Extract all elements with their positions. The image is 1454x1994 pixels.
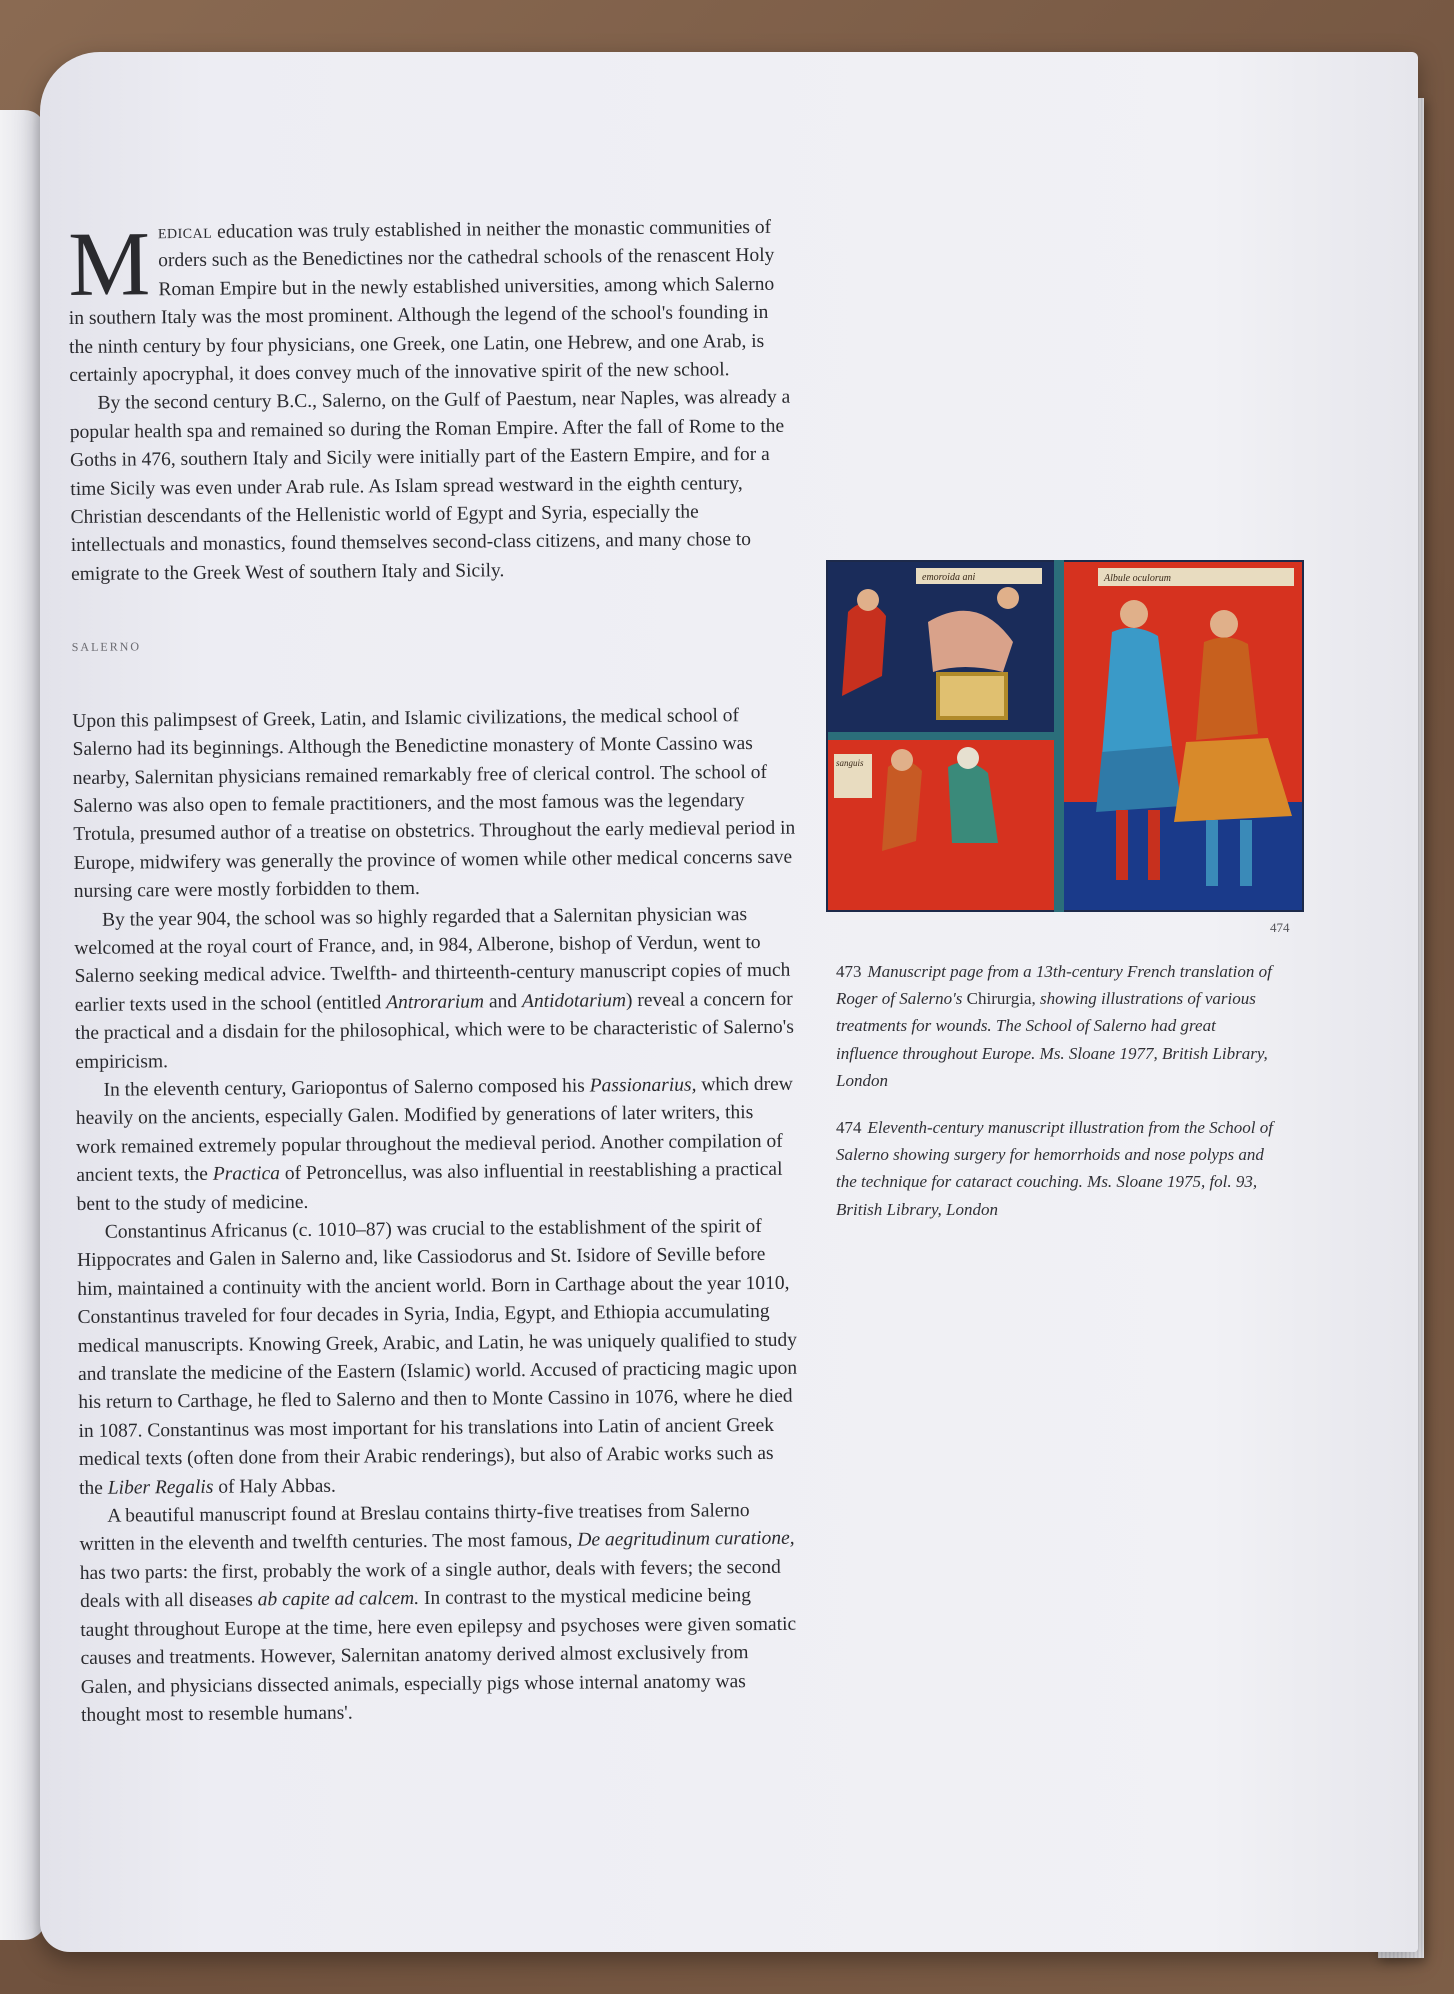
left-panel-art [828, 562, 1054, 910]
paragraph-text: and [483, 990, 523, 1013]
paragraph-text: Upon this palimpsest of Greek, Latin, and Islamic civilizations, the medical school of Salerno had its beginnings. Although the Benedictine monastery of Monte Cassino was nearby, Salernitan physicians remained remarkably free of clerical control. The school of Salerno was also open to female practitioners, and the most famous was the legendary Trotula, presumed author of a treatise on obstetrics. Throughout the early medieval period in Europe, midwifery was generally the province of women while other medical concerns save nursing care were mostly forbidden to them. [72, 704, 796, 903]
paragraph-text: A beautiful manuscript found at Breslau contains thirty-five treatises from Salerno written in the eleventh and twelfth centuries. The most famous, [79, 1500, 750, 1556]
salerno-paragraph [79, 1497, 803, 1731]
caption-number: 474 [836, 1118, 862, 1138]
inscription-right: Albule oculorum [1104, 573, 1171, 584]
caption-text: showing illustrations of various treatments for wounds. The School of Salerno had great influence throughout Europe. Ms. Sloane 1977, British Library, London [836, 989, 1268, 1090]
paragraph-text: has two parts: the first, probably the work of a single author, deals with fevers; the second deals with all diseases [79, 1556, 781, 1613]
intro-text: education was truly established in neither the monastic communities of orders such as the Benedictines nor the cathedral schools of the renascent Holy Roman Empire but in the newly established universities, among which Salerno in southern Italy was the most prominent. Although the legend of the school's founding in the ninth century by four physicians, one Greek, one Latin, one Hebrew, and one Arab, is certainly apocryphal, it does convey much of the innovative spirit of the new school. [68, 216, 775, 387]
paragraph-text: In contrast to the mystical medicine being taught throughout Europe at the time, here even epilepsy and psychoses were given somatic causes and treatments. However, Salernitan anatomy derived almost exclusively from Galen, and physicians dissected animals, especially pigs whose internal anatomy was thought most to resemble humans'. [80, 1585, 797, 1726]
italic-title: Passionarius, [589, 1074, 697, 1097]
italic-title: Antidotarium [521, 989, 627, 1012]
salerno-section [72, 701, 803, 1730]
salerno-paragraph [75, 1071, 798, 1219]
figure-number: 474 [1270, 920, 1290, 935]
caption-number: 473 [836, 962, 862, 981]
figure-caption [836, 958, 1276, 1094]
italic-title: Practica [212, 1163, 281, 1185]
illustration-left-panel [828, 562, 1054, 910]
italic-title: Liber Regalis [107, 1476, 214, 1499]
salerno-paragraph [74, 900, 797, 1077]
section-heading: SALERNO [71, 639, 142, 655]
caption-text: Manuscript page from a 13th-century French translation of Roger of Salerno's [836, 962, 1272, 1009]
italic-title: Antrorarium [386, 991, 485, 1014]
lead-in: edical [157, 221, 213, 244]
inscription-top: emoroida ani [922, 572, 976, 583]
intro-paragraph [68, 214, 791, 391]
italic-title: De aegritudinum curatione, [577, 1528, 795, 1552]
caption-text: Eleventh-century manuscript illustration from the School of Salerno showing surgery for hemorrhoids and nose polyps and the technique for cataract couching. Ms. Sloane 1975, fol. 93, British Library, London [836, 1118, 1273, 1219]
right-panel-art [1064, 562, 1302, 910]
manuscript-illustration [826, 560, 1304, 912]
italic-title: ab capite ad calcem. [257, 1588, 420, 1611]
figure-caption [836, 1114, 1276, 1223]
figure-captions [836, 958, 1276, 1243]
caption-text: Chirurgia, [966, 989, 1036, 1009]
main-text-column [68, 214, 803, 1731]
paragraph-text: In the eleventh century, Gariopontus of Salerno composed his [103, 1075, 590, 1101]
illustration-right-panel [1064, 562, 1302, 910]
inscription-bottom: sanguis [836, 758, 864, 768]
drop-cap: M [67, 212, 151, 315]
paragraph-text: Constantinus Africanus (c. 1010–87) was crucial to the establishment of the spirit of Hippocrates and Galen in Salerno and, like Cassiodorus and St. Isidore of Seville before him, maintained a continuity with the ancient world. Born in Carthage about the year 1010, Constantinus traveled for four decades in Syria, India, Egypt, and Ethiopia accumulating medical manuscripts. Knowing Greek, Arabic, and Latin, he was uniquely qualified to study and translate the medicine of the Eastern (Islamic) world. Accused of practicing magic upon his return to Carthage, he fled to Salerno and then to Monte Cassino in 1076, where he died in 1087. Constantinus was most important for his translations into Latin of ancient Greek medical texts (often done from their Arabic renderings), but also of Arabic works such as the [76, 1215, 798, 1499]
paragraph-text: By the year 904, the school was so highly regarded that a Salernitan physician was welcomed at the royal court of France, and, in 984, Alberone, bishop of Verdun, went to Salerno seeking medical advice. Twelfth- and thirteenth-century manuscript copies of much earlier texts used in the school (entitled [74, 903, 791, 1016]
paragraph-text: ) reveal a concern for the practical and a disdain for the philosophical, which were to be characteristic of Salerno's empiricism. [75, 988, 794, 1073]
salerno-paragraph [77, 1213, 801, 1503]
book-page [40, 52, 1418, 1952]
history-paragraph: By the second century B.C., Salerno, on the Gulf of Paestum, near Naples, was already a popular health spa and remained so during the Roman Empire. After the fall of Rome to the Goths in 476, southern Italy and Sicily were initially part of the Eastern Empire, and for a time Sicily was even under Arab rule. As Islam spread westward in the eighth century, Christian descendants of the Hellenistic world of Egypt and Syria, especially the intellectuals and monastics, found themselves second-class citizens, and many chose to emigrate to the Greek West of southern Italy and Sicily. [69, 387, 791, 585]
paragraph-text: which drew heavily on the ancients, especially Galen. Modified by generations of later writers, this work remained extremely popular throughout the medieval period. Another compilation of ancient texts, the [75, 1073, 793, 1187]
paragraph-text: of Petroncellus, was also influential in reestablishing a practical bent to the study of medicine. [76, 1158, 783, 1215]
illustration-divider [1054, 560, 1064, 912]
paragraph-text: of Haly Abbas. [213, 1475, 336, 1498]
salerno-paragraph [72, 701, 796, 906]
